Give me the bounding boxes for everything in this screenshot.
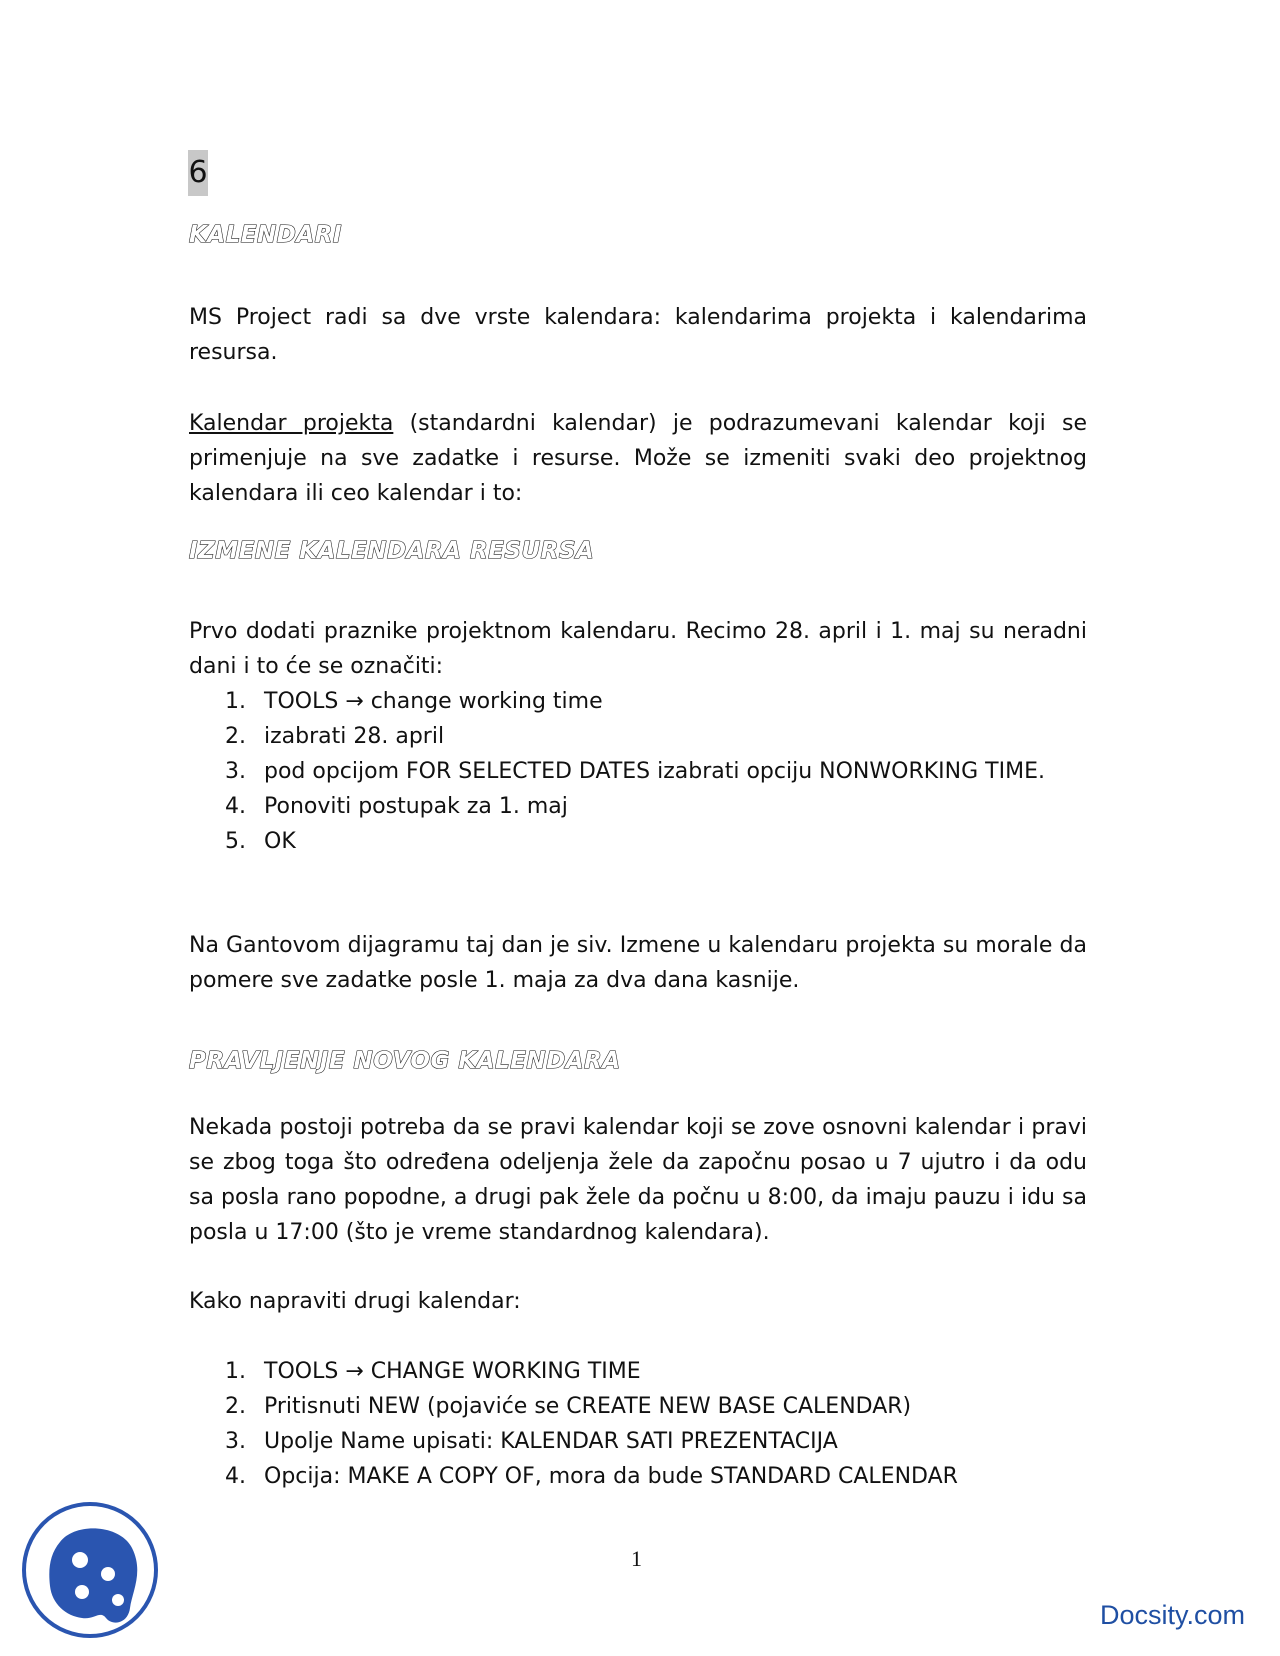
list-text: Pritisnuti NEW (pojaviće se CREATE NEW BASE CALENDAR) [264, 1394, 912, 1419]
list-text: Opcija: MAKE A COPY OF, mora da bude STANDARD CALENDAR [264, 1464, 958, 1489]
list-text: OK [264, 829, 296, 854]
paragraph-holidays: Prvo dodati praznike projektnom kalendaru. Recimo 28. april i 1. maj su neradni dani i to će se označiti: [189, 619, 1087, 679]
list-item [189, 1354, 1087, 1389]
paragraph-intro: MS Project radi sa dve vrste kalendara: kalendarima projekta i kalendarima resursa. [189, 305, 1087, 365]
new-calendar-steps-list [189, 1354, 1087, 1494]
list-number: 3. [225, 1429, 246, 1454]
list-item [189, 719, 1087, 754]
list-text: Ponoviti postupak za 1. maj [264, 794, 568, 819]
list-text: izabrati 28. april [264, 724, 445, 749]
list-item [189, 754, 1087, 789]
list-number: 2. [225, 724, 246, 749]
paragraph-project-calendar [189, 406, 1087, 511]
list-text: Upolje Name upisati: KALENDAR SATI PREZENTACIJA [264, 1429, 838, 1454]
page-number: 1 [631, 1546, 642, 1571]
list-number: 4. [225, 794, 246, 819]
heading-resource-changes: IZMENE KALENDARA RESURSA [189, 538, 595, 564]
docsity-logo-icon[interactable] [20, 1500, 160, 1640]
holiday-steps-list [189, 684, 1087, 859]
paragraph-project-calendar-text: (standardni kalendar) je podrazumevani kalendar koji se primenjuje na sve zadatke i resurse. Može se izmeniti svaki deo projektnog kalendara ili ceo kalendar i to: [189, 411, 1087, 506]
list-number: 2. [225, 1394, 246, 1419]
list-number: 4. [225, 1464, 246, 1489]
list-text: TOOLS → change working time [264, 689, 603, 714]
list-item [189, 824, 1087, 859]
list-item [189, 1424, 1087, 1459]
list-number: 1. [225, 689, 246, 714]
list-item [189, 789, 1087, 824]
list-text: pod opcijom FOR SELECTED DATES izabrati opciju NONWORKING TIME. [264, 759, 1045, 784]
paragraph-how-to: Kako napraviti drugi kalendar: [189, 1289, 521, 1314]
paragraph-base-calendar: Nekada postoji potreba da se pravi kalendar koji se zove osnovni kalendar i pravi se zbog toga što određena odeljenja žele da započnu posao u 7 ujutro i da odu sa posla rano popodne, a drugi pak žele da počnu u 8:00, da imaju pauzu i idu sa posla u 17:00 (što je vreme standardnog kalendara). [189, 1115, 1087, 1245]
term-project-calendar: Kalendar projekta [189, 411, 394, 436]
paragraph-gantt: Na Gantovom dijagramu taj dan je siv. Izmene u kalendaru projekta su morale da pomere sve zadatke posle 1. maja za dva dana kasnije. [189, 933, 1087, 993]
list-item [189, 684, 1087, 719]
docsity-brand-link[interactable]: Docsity.com [1100, 1600, 1246, 1630]
list-item [189, 1459, 1087, 1494]
list-text: TOOLS → CHANGE WORKING TIME [264, 1359, 641, 1384]
list-number: 1. [225, 1359, 246, 1384]
heading-new-calendar: PRAVLJENJE NOVOG KALENDARA [189, 1048, 621, 1074]
heading-calendars: KALENDARI [189, 222, 342, 248]
chapter-number: 6 [188, 150, 208, 196]
list-number: 3. [225, 759, 246, 784]
list-item [189, 1389, 1087, 1424]
list-number: 5. [225, 829, 246, 854]
